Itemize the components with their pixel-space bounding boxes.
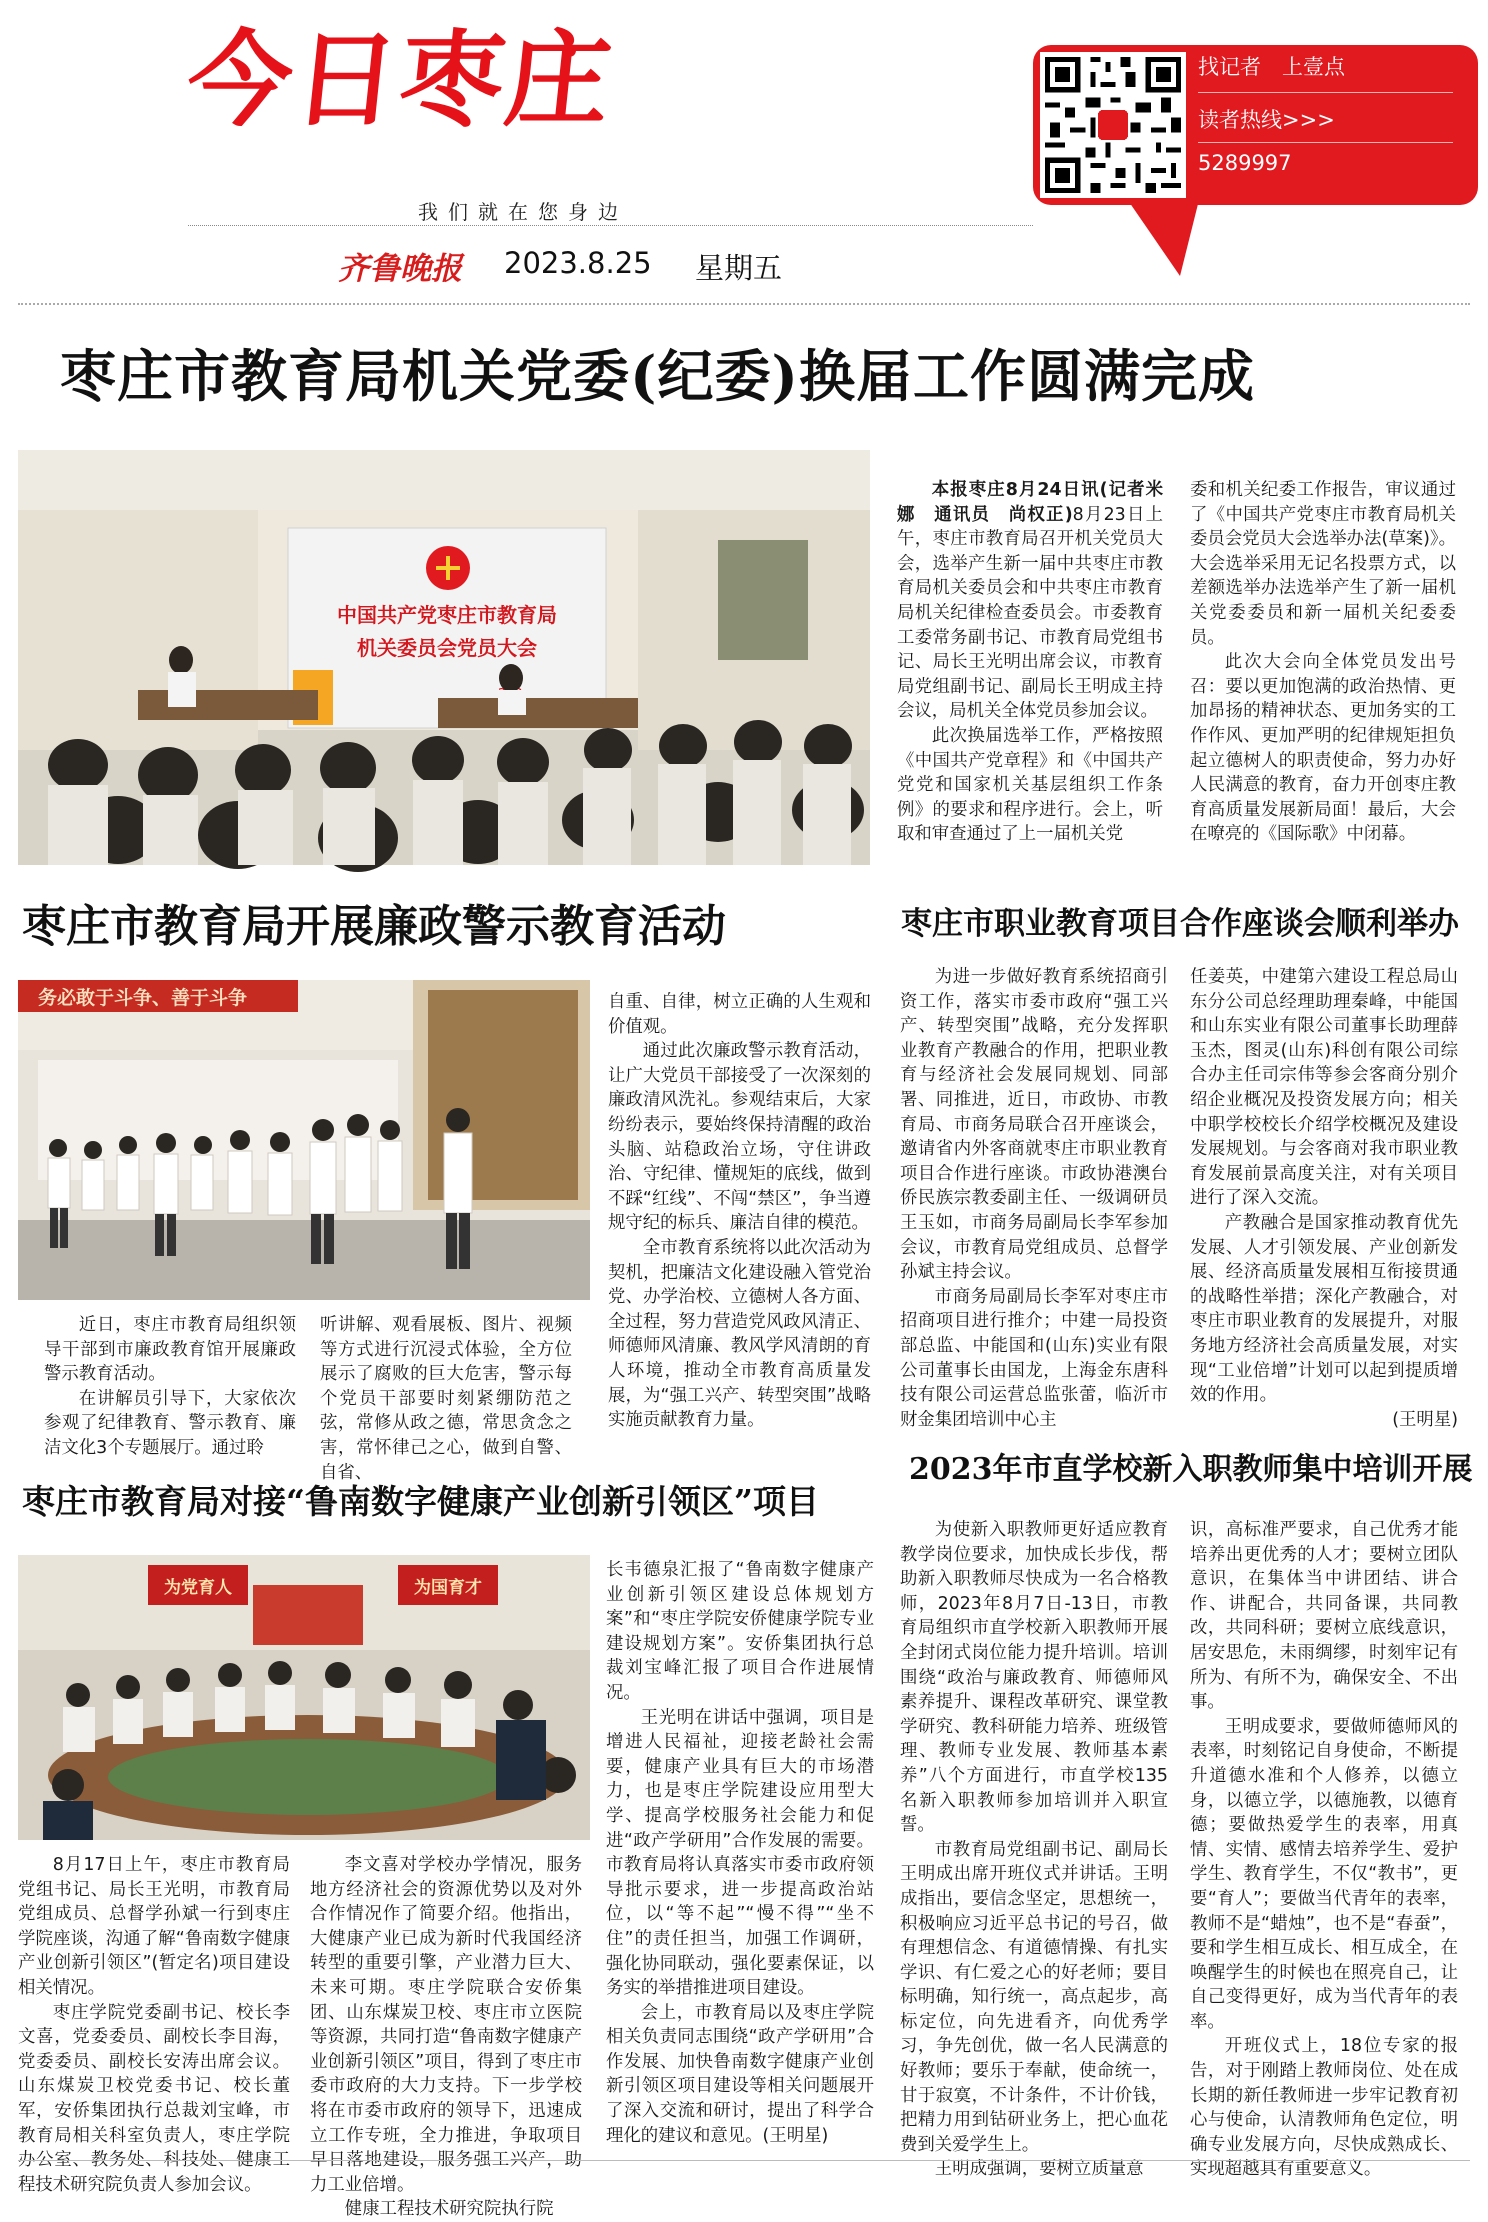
article-column — [606, 1558, 874, 2158]
article-paragraph: 王明成要求，要做师德师风的表率，时刻铭记自身使命，不断提升道德水准和个人修养，以德立身，以德立学，以德施教，以德育德；要做热爱学生的表率，用真情、实情、感情去培养学生、爱护学生、教育学生，不仅“教书”，更要“育人”；要做当代青年的表率，教师不是“蜡烛”，也不是“春蚕”，要和学生相互成长、相互成全，在唤醒学生的时候也在照亮自己，让自己变得更好，成为当代青年的表率。 — [1190, 1716, 1458, 2032]
article-paragraph: 通过此次廉政警示教育活动，让广大党员干部接受了一次深刻的廉政清风洗礼。参观结束后，大家纷纷表示，要始终保持清醒的政治头脑、站稳政治立场，守住讲政治、守纪律、懂规矩的底线，做到不踩“红线”、不闯“禁区”，争当遵规守纪的标兵、廉洁自律的模范。 — [608, 1041, 871, 1234]
article-photo — [18, 450, 870, 865]
article-paragraph: 此次大会向全体党员发出号召：要以更加饱满的政治热情、更加昂扬的精神状态、更加务实的工作作风、更加严明的纪律规矩担负起立德树人的职责使命，努力办好人民满意的教育，奋力开创枣庄教育高质量发展新局面！最后，大会在嘹亮的《国际歌》中闭幕。 — [1190, 652, 1456, 845]
article-paragraph — [606, 2001, 874, 2149]
article-paragraph: 枣庄学院党委副书记、校长李文喜，党委委员、副校长李目海，党委委员、副校长安涛出席会议。山东煤炭卫校党委书记、校长董军，安侨集团执行总裁刘宝峰，市教育局相关科室负责人，枣庄学院办公室、教务处、科技处、健康工程技术研究院负责人参加会议。 — [18, 2002, 290, 2195]
article-paragraph: 8月17日上午，枣庄市教育局党组书记、局长王光明，市教育局党组成员、总督学孙斌一行到枣庄学院座谈，沟通了解“鲁南数字健康产业创新引领区”(暂定名)项目建设相关情况。 — [18, 1855, 290, 1998]
article-headline: 枣庄市教育局机关党委(纪委)换届工作圆满完成 — [60, 344, 1255, 410]
article-column — [900, 965, 1168, 1430]
article-headline: 2023年市直学校新入职教师集中培训开展 — [909, 1452, 1473, 1487]
photo-banner-text: 务必敢于斗争、善于斗争 — [38, 987, 248, 1009]
article-paragraph: 识，高标准严要求，自己优秀才能培养出更优秀的人才；要树立团队意识，在集体当中讲团结、讲合作、讲配合，共同备课，共同教改，共同科研；要树立底线意识，居安思危，未雨绸缪，时刻牢记有所为、有所不为，确保安全、不出事。 — [1190, 1520, 1458, 1713]
article-paragraph: 全市教育系统将以此次活动为契机，把廉洁文化建设融入管党治党、办学治校、立德树人各方面、全过程，努力营造党风政风清正、师德师风清廉、教风学风清朗的育人环境，推动全市教育高质量发展，为“强工兴产、转型突围”战略实施贡献教育力量。 — [608, 1237, 871, 1431]
brand-name: 齐鲁晚报 — [338, 251, 462, 287]
article-paragraph: 产教融合是国家推动教育优先发展、人才引领发展、产业创新发展、经济高质量发展相互衔接贯通的战略性举措；深化产教融合，对枣庄市职业教育的发展提升，对服务地方经济社会高质量发展，对实现“工业倍增”计划可以起到提质增效的作用。 — [1190, 1212, 1458, 1406]
speech-bubble-tail — [1125, 196, 1200, 276]
top-divider — [18, 303, 1470, 305]
article-column — [1190, 478, 1456, 868]
hotline-label: 读者热线>>> — [1198, 108, 1335, 132]
article-signature: (王明星) — [762, 2125, 829, 2146]
photo-sign-text: 为国育才 — [414, 1578, 482, 1598]
article-paragraph: 王明成强调，要树立质量意 — [934, 2159, 1144, 2180]
newspaper-logo: 今日枣庄 — [181, 19, 619, 141]
bottom-divider — [18, 2160, 1470, 2161]
article-paragraph: 8月23日上午，枣庄市教育局召开机关党员大会，选举产生新一届中共枣庄市教育局机关委员会和中共枣庄市教育局机关纪律检查委员会。市委教育工委常务副书记、市教育局党组书记、局长王光明出席会议，市教育局党组副书记、副局长王明成主持会议，局机关全体党员参加会议。 — [897, 504, 1163, 722]
hotline-number[interactable]: 5289997 — [1198, 151, 1292, 175]
article-column — [900, 1518, 1168, 2180]
slogan: 我们就在您身边 — [418, 200, 628, 224]
article-paragraph: 市商务局副局长李军对枣庄市招商项目进行推介；中建一局投资部总监、中能国和(山东)实业有限公司董事长由国龙，上海金东唐科技有限公司运营总监张蕾，临沂市财金集团培训中心主 — [900, 1286, 1168, 1430]
article-paragraph: 市教育局党组副书记、副局长王明成出席开班仪式并讲话。王明成指出，要信念坚定，思想统一，积极响应习近平总书记的号召，做有理想信念、有道德情操、有扎实学识、有仁爱之心的好老师；要目标明确，知行统一，高点起步，高标定位，向先进看齐，向优秀学习，争先创优，做一名人民满意的好教师；要乐于奉献，使命统一，甘于寂寞，不计条件，不计价钱，把精力用到钻研业务上，把心血花费到关爱学生上。 — [900, 1839, 1168, 2155]
article-paragraph: 为使新入职教师更好适应教育教学岗位要求，加快成长步伐，帮助新入职教师尽快成为一名合格教师，2023年8月7日-13日，市教育局组织市直学校新入职教师开展全封闭式岗位能力提升培训。培训围绕“政治与廉政教育、师德师风素养提升、课程改革研究、课堂教学研究、教科研能力培养、班级管理、教师专业发展、教师基本素养”八个方面进行，市直学校135名新入职教师参加培训并入职宣誓。 — [900, 1520, 1168, 1836]
article-column — [1190, 965, 1458, 1430]
article-paragraph: 此次换届选举工作，严格按照《中国共产党章程》和《中国共产党党和国家机关基层组织工作条例》的要求和程序进行。会上，听取和审查通过了上一届机关党 — [897, 725, 1163, 845]
article-column — [897, 478, 1163, 868]
article-photo — [18, 1555, 590, 1840]
article-column — [608, 990, 871, 1452]
article-paragraph: 健康工程技术研究院执行院 — [344, 2199, 554, 2220]
article-column — [320, 1313, 572, 1483]
masthead-divider — [188, 225, 1033, 226]
article-byline: 本报枣庄8月24日讯(记者米娜 通讯员 尚权正) — [897, 480, 1163, 525]
article-paragraph: 近日，枣庄市教育局组织领导干部到市廉政教育馆开展廉政警示教育活动。 — [44, 1315, 296, 1385]
article-paragraph: 开班仪式上，18位专家的报告，对于刚踏上教师岗位、处在成长期的新任教师进一步牢记教育初心与使命，认清教师角色定位，明确专业发展方向，尽快成熟成长、实现超越具有重要意义。 — [1190, 2036, 1458, 2180]
article-headline: 枣庄市职业教育项目合作座谈会顺利举办 — [901, 906, 1459, 942]
find-reporter-text: 找记者 上壹点 — [1198, 55, 1345, 79]
article-paragraph-text: 会上，市教育局以及枣庄学院相关负责同志围绕“政产学研用”合作发展、加快鲁南数字健康产业创新引领区项目建设等相关问题展开了深入交流和研讨，提出了科学合理化的建议和意见。 — [606, 2002, 874, 2146]
article-column — [18, 1853, 290, 2195]
article-signature: (王明星) — [1392, 1409, 1458, 1430]
article-paragraph: 委和机关纪委工作报告，审议通过了《中国共产党枣庄市教育局机关委员会党员大会选举办法(草案)》。大会选举采用无记名投票方式，以差额选举办法选举产生了新一届机关党委委员和新一届机关纪委委员。 — [1190, 480, 1456, 648]
article-column — [44, 1313, 296, 1458]
contact-divider — [1198, 92, 1453, 93]
contact-divider — [1198, 142, 1453, 143]
article-paragraph: 任姜英，中建第六建设工程总局山东分公司总经理助理秦峰，中能国和山东实业有限公司董事长助理薛玉杰，图灵(山东)科创有限公司综合办主任司宗伟等参会客商分别介绍企业概况及投资发展方向；相关中职学校校长介绍学校概况及建设发展规划。与会客商对我市职业教育发展前景高度关注，对有关项目进行了深入交流。 — [1190, 967, 1458, 1209]
qr-code-icon[interactable] — [1040, 52, 1186, 198]
article-column — [310, 1853, 582, 2220]
issue-date: 2023.8.25 — [504, 246, 652, 280]
article-paragraph: 为进一步做好教育系统招商引资工作，落实市委市政府“强工兴产、转型突围”战略，充分发挥职业教育产教融合的作用，把职业教育与经济社会发展同规划、同部署、同推进，近日，市政协、市教育局、市商务局联合召开座谈会，邀请省内外客商就枣庄市职业教育项目合作进行座谈。市政协港澳台侨民族宗教委副主任、一级调研员王玉如，市商务局副局长李军参加会议，市教育局党组成员、总督学孙斌主持会议。 — [900, 967, 1168, 1283]
photo-banner-text: 机关委员会党员大会 — [357, 636, 537, 660]
issue-weekday: 星期五 — [695, 251, 783, 285]
article-paragraph: 自重、自律，树立正确的人生观和价值观。 — [608, 992, 871, 1037]
article-paragraph: 长韦德泉汇报了“鲁南数字健康产业创新引领区建设总体规划方案”和“枣庄学院安侨健康学院专业建设规划方案”。安侨集团执行总裁刘宝峰汇报了项目合作进展情况。 — [606, 1560, 874, 1703]
article-paragraph: 王光明在讲话中强调，项目是增进人民福祉，迎接老龄社会需要，健康产业具有巨大的市场潜力，也是枣庄学院建设应用型大学、提高学校服务社会能力和促进“政产学研用”合作发展的需要。市教育局将认真落实市委市政府领导批示要求，进一步提高政治站位，以“等不起”“慢不得”“坐不住”的责任担当，加强工作调研，强化协同联动，强化要素保证，以务实的举措推进项目建设。 — [606, 1707, 874, 1999]
article-headline: 枣庄市教育局开展廉政警示教育活动 — [22, 901, 726, 952]
article-headline: 枣庄市教育局对接“鲁南数字健康产业创新引领区”项目 — [22, 1482, 819, 1521]
article-paragraph: 李文喜对学校办学情况，服务地方经济社会的资源优势以及对外合作情况作了简要介绍。他指出，大健康产业已成为新时代我国经济转型的重要引擎，产业潜力巨大、未来可期。枣庄学院联合安侨集团、山东煤炭卫校、枣庄市立医院等资源，共同打造“鲁南数字健康产业创新引领区”项目，得到了枣庄市委市政府的大力支持。下一步学校将在市委市政府的领导下，迅速成立工作专班，全力推进，争取项目早日落地建设，服务强工兴产，助力工业倍增。 — [310, 1855, 582, 2195]
article-paragraph: 在讲解员引导下，大家依次参观了纪律教育、警示教育、廉洁文化3个专题展厅。通过聆 — [44, 1388, 296, 1458]
article-paragraph: 听讲解、观看展板、图片、视频等方式进行沉浸式体验，全方位展示了腐败的巨大危害，警示每个党员干部要时刻紧绷防范之弦，常修从政之德，常思贪念之害，常怀律己之心，做到自警、自省、 — [320, 1315, 572, 1483]
photo-sign-text: 为党育人 — [164, 1578, 232, 1598]
photo-banner-text: 中国共产党枣庄市教育局 — [337, 603, 557, 627]
article-column — [1190, 1518, 1458, 2180]
article-photo — [18, 980, 590, 1300]
